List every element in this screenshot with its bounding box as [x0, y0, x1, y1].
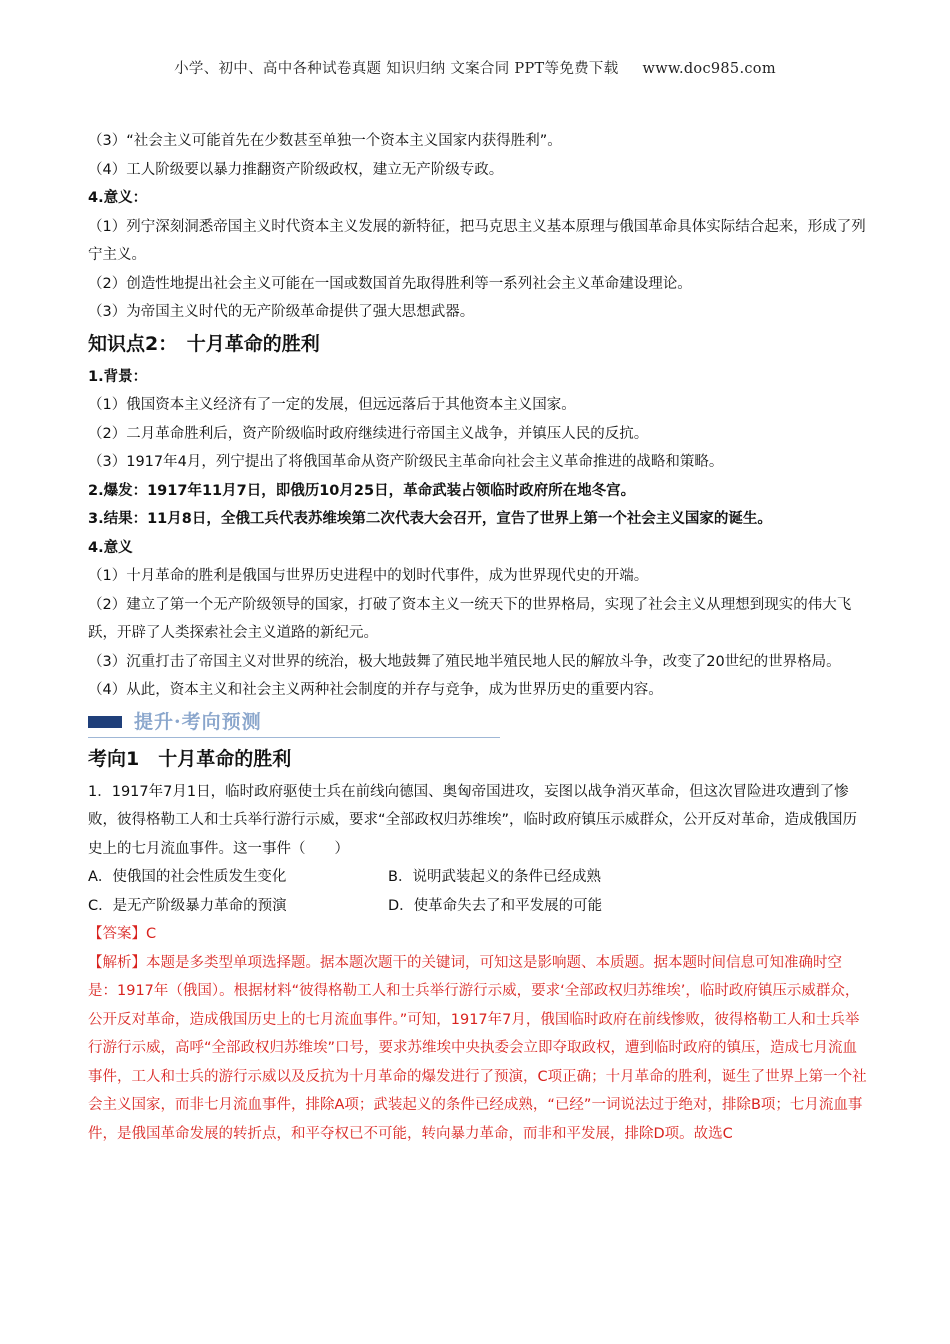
significance-item: （1）列宁深刻洞悉帝国主义时代资本主义发展的新特征，把马克思主义基本原理与俄国革命具体实际结合起来，形成了列宁主义。	[88, 218, 866, 263]
page-header	[0, 57, 950, 78]
banner-bar-decoration	[88, 716, 122, 728]
option-d: D．使革命失去了和平发展的可能	[388, 897, 603, 914]
background-item: （3）1917年4月，列宁提出了将俄国革命从资产阶级民主革命向社会主义革命推进的战略和策略。	[88, 454, 724, 470]
background-heading: 1.背景：	[88, 368, 148, 385]
answer-line: 【答案】C	[88, 926, 157, 942]
theory-point-4: （4）工人阶级要以暴力推翻资产阶级政权，建立无产阶级专政。	[88, 161, 504, 178]
result-line: 3.结果：11月8日，全俄工兵代表苏维埃第二次代表大会召开，宣告了世界上第一个社会主义国家的诞生。	[88, 511, 772, 527]
header-text: 小学、初中、高中各种试卷真题 知识归纳 文案合同 PPT等免费下载	[174, 61, 619, 77]
significance-item: （3）为帝国主义时代的无产阶级革命提供了强大思想武器。	[88, 304, 475, 320]
options-row	[88, 863, 868, 892]
october-significance-item: （4）从此，资本主义和社会主义两种社会制度的并存与竞争，成为世界历史的重要内容。	[88, 682, 663, 698]
significance-item: （2）创造性地提出社会主义可能在一国或数国首先取得胜利等一系列社会主义革命建设理论。	[88, 275, 692, 292]
october-significance-item: （1）十月革命的胜利是俄国与世界历史进程中的划时代事件，成为世界现代史的开端。	[88, 568, 649, 584]
document-body	[88, 127, 868, 1148]
significance-heading-2: 4.意义	[88, 539, 133, 556]
header-url[interactable]: www.doc985.com	[642, 61, 776, 77]
question-stem: 1．1917年7月1日，临时政府驱使士兵在前线向德国、奥匈帝国进攻，妄图以战争消灭革命，但这次冒险进攻遭到了惨败，彼得格勒工人和士兵举行游行示威，要求“全部政权归苏维埃”，临时政府镇压示威群众，公开反对革命，造成俄国历史上的七月流血事件。这一事件（ ）	[88, 783, 858, 857]
knowledge-point-2-title: 知识点2： 十月革命的胜利	[88, 332, 320, 355]
option-c: C．是无产阶级暴力革命的预演	[88, 897, 287, 914]
option-a: A．使俄国的社会性质发生变化	[88, 869, 287, 885]
options-row	[88, 892, 868, 921]
kaoxiang-1-title: 考向1 十月革命的胜利	[88, 747, 292, 770]
option-b: B．说明武装起义的条件已经成熟	[388, 869, 601, 885]
significance-heading: 4.意义：	[88, 190, 148, 206]
banner-title: 提升·考向预测	[134, 710, 262, 733]
october-significance-item: （3）沉重打击了帝国主义对世界的统治，极大地鼓舞了殖民地半殖民地人民的解放斗争，改变了20世纪的世界格局。	[88, 653, 841, 670]
theory-point-3: （3）“社会主义可能首先在少数甚至单独一个资本主义国家内获得胜利”。	[88, 133, 562, 149]
outbreak-line: 2.爆发：1917年11月7日，即俄历10月25日，革命武装占领临时政府所在地冬宫。	[88, 482, 636, 499]
background-item: （1）俄国资本主义经济有了一定的发展，但远远落后于其他资本主义国家。	[88, 397, 576, 413]
background-item: （2）二月革命胜利后，资产阶级临时政府继续进行帝国主义战争，并镇压人民的反抗。	[88, 425, 649, 442]
section-banner	[88, 707, 500, 738]
october-significance-item: （2）建立了第一个无产阶级领导的国家，打破了资本主义一统天下的世界格局，实现了社会主义从理想到现实的伟大飞跃，开辟了人类探索社会主义道路的新纪元。	[88, 596, 852, 641]
analysis-paragraph: 【解析】本题是多类型单项选择题。据本题次题干的关键词，可知这是影响题、本质题。据本题时间信息可知准确时空是：1917年（俄国）。根据材料“彼得格勒工人和士兵举行游行示威，要求‘全部政权归苏维埃’，临时政府镇压示威群众，公开反对革命，造成俄国历史上的七月流血事件。”可知，1917年7月，俄国临时政府在前线惨败，彼得格勒工人和士兵举行游行示威，高呼“全部政权归苏维埃”口号，要求苏维埃中央执委会立即夺取政权，遭到临时政府的镇压，造成七月流血事件，工人和士兵的游行示威以及反抗为十月革命的爆发进行了预演，C项正确；十月革命的胜利，诞生了世界上第一个社会主义国家，而非七月流血事件，排除A项；武装起义的条件已经成熟，“已经”一词说法过于绝对，排除B项；七月流血事件，是俄国革命发展的转折点，和平夺权已不可能，转向暴力革命，而非和平发展，排除D项。故选C	[88, 954, 867, 1142]
